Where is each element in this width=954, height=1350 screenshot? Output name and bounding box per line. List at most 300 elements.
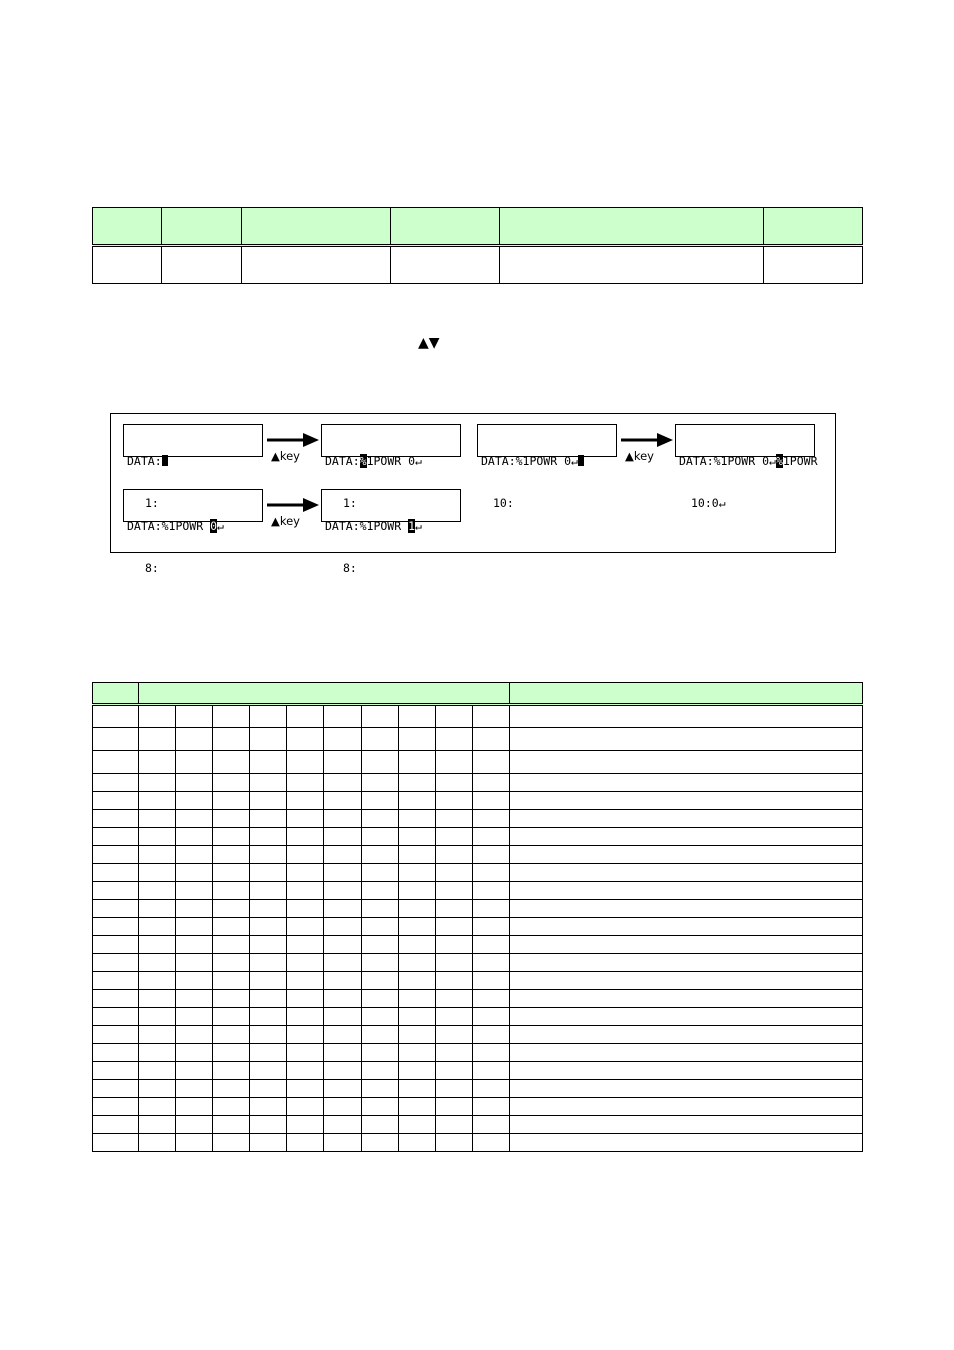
bottom-table-row	[93, 936, 863, 954]
bottom-table-cell	[93, 705, 139, 728]
bottom-table-cell	[510, 990, 863, 1008]
bottom-table-cell	[510, 1026, 863, 1044]
bottom-table-cell	[250, 828, 287, 846]
bottom-table-cell	[287, 792, 324, 810]
bottom-table-cell	[176, 1062, 213, 1080]
bottom-table-cell	[435, 1080, 472, 1098]
bottom-table-row	[93, 792, 863, 810]
bottom-table-cell	[139, 810, 176, 828]
bottom-table-cell	[139, 1116, 176, 1134]
bottom-table-cell	[139, 918, 176, 936]
bottom-table-cell	[324, 918, 361, 936]
bottom-table-cell	[510, 1098, 863, 1116]
bottom-table-cell	[176, 1044, 213, 1062]
right-arrow-icon	[267, 432, 319, 448]
bottom-table-cell	[472, 990, 509, 1008]
bottom-table-cell	[213, 990, 250, 1008]
bottom-table-cell	[361, 846, 398, 864]
bottom-table-cell	[361, 1116, 398, 1134]
bottom-table-cell	[250, 1044, 287, 1062]
bottom-table-cell	[435, 972, 472, 990]
bottom-table-cell	[139, 1080, 176, 1098]
bottom-table-cell	[139, 990, 176, 1008]
bottom-table-row	[93, 1026, 863, 1044]
lcd-cursor-char: %	[359, 454, 367, 468]
bottom-table-cell	[472, 936, 509, 954]
bottom-table-cell	[213, 864, 250, 882]
bottom-table-cell	[213, 792, 250, 810]
bottom-table-cell	[176, 1098, 213, 1116]
bottom-table-cell	[139, 900, 176, 918]
bottom-table-cell	[139, 972, 176, 990]
bottom-table-row	[93, 1062, 863, 1080]
bottom-table-cell	[324, 972, 361, 990]
bottom-table-cell	[435, 846, 472, 864]
bottom-table-cell	[324, 846, 361, 864]
bottom-table-cell	[176, 1116, 213, 1134]
bottom-table-cell	[93, 1062, 139, 1080]
bottom-table-cell	[435, 990, 472, 1008]
top-table-cell	[764, 246, 863, 284]
cursor-block-icon	[578, 455, 584, 466]
bottom-table-cell	[93, 972, 139, 990]
bottom-table-cell	[398, 936, 435, 954]
bottom-table-row	[93, 900, 863, 918]
bottom-table-row	[93, 990, 863, 1008]
right-arrow-icon	[267, 497, 319, 513]
bottom-table-cell	[398, 1098, 435, 1116]
bottom-table-cell	[510, 705, 863, 728]
bottom-table-cell	[139, 1098, 176, 1116]
top-table-header-cell	[500, 208, 764, 246]
bottom-table-cell	[472, 900, 509, 918]
bottom-table-cell	[139, 1134, 176, 1152]
bottom-table-cell	[93, 846, 139, 864]
cursor-block-icon	[162, 455, 168, 466]
bottom-table-cell	[398, 972, 435, 990]
bottom-table-cell	[139, 1026, 176, 1044]
bottom-table-cell	[510, 846, 863, 864]
bottom-table-cell	[176, 1026, 213, 1044]
bottom-table-cell	[250, 810, 287, 828]
bottom-table-cell	[324, 900, 361, 918]
bottom-table-cell	[361, 864, 398, 882]
lcd-line1-prefix: DATA:%1POWR 0↵	[679, 454, 776, 468]
bottom-table-cell	[139, 1062, 176, 1080]
bottom-table-cell	[472, 1098, 509, 1116]
bottom-table-cell	[361, 1098, 398, 1116]
bottom-table-cell	[435, 828, 472, 846]
bottom-table-cell	[435, 1026, 472, 1044]
top-table-header-cell	[242, 208, 391, 246]
bottom-table-cell	[361, 954, 398, 972]
bottom-table-cell	[361, 705, 398, 728]
bottom-table-cell	[398, 864, 435, 882]
bottom-table-row	[93, 972, 863, 990]
bottom-table-row	[93, 774, 863, 792]
bottom-table-cell	[250, 751, 287, 774]
bottom-table-cell	[398, 792, 435, 810]
bottom-table-cell	[93, 900, 139, 918]
bottom-table-cell	[176, 918, 213, 936]
bottom-table-cell	[176, 936, 213, 954]
bottom-table-cell	[139, 954, 176, 972]
bottom-table-cell	[287, 1080, 324, 1098]
bottom-table-cell	[435, 1116, 472, 1134]
bottom-table-cell	[287, 828, 324, 846]
bottom-table-cell	[435, 1008, 472, 1026]
bottom-table-cell	[324, 1062, 361, 1080]
bottom-table-cell	[287, 864, 324, 882]
bottom-table-cell	[176, 1134, 213, 1152]
bottom-table-cell	[510, 936, 863, 954]
bottom-table-cell	[472, 728, 509, 751]
bottom-table-cell	[510, 751, 863, 774]
lcd-panel	[321, 489, 461, 575]
bottom-table-cell	[510, 1080, 863, 1098]
bottom-table-cell	[93, 1080, 139, 1098]
bottom-table-cell	[398, 1080, 435, 1098]
bottom-table-header-cell	[510, 683, 863, 705]
bottom-table-cell	[472, 882, 509, 900]
bottom-table-cell	[93, 1098, 139, 1116]
bottom-table-cell	[472, 792, 509, 810]
bottom-table-cell	[287, 1008, 324, 1026]
bottom-table-cell	[287, 846, 324, 864]
bottom-table-cell	[324, 882, 361, 900]
bottom-table-cell	[287, 1134, 324, 1152]
bottom-table-cell	[398, 990, 435, 1008]
bottom-table-cell	[510, 1134, 863, 1152]
bottom-table-cell	[510, 918, 863, 936]
bottom-table-cell	[324, 705, 361, 728]
bottom-table-cell	[250, 774, 287, 792]
bottom-table-cell	[361, 810, 398, 828]
bottom-table-cell	[510, 864, 863, 882]
bottom-table-cell	[93, 954, 139, 972]
bottom-table-cell	[250, 728, 287, 751]
bottom-table-cell	[287, 972, 324, 990]
bottom-table-cell	[361, 972, 398, 990]
bottom-table-cell	[250, 1116, 287, 1134]
bottom-table-cell	[398, 1026, 435, 1044]
bottom-table-cell	[139, 1044, 176, 1062]
bottom-table-cell	[176, 954, 213, 972]
top-table-header-cell	[162, 208, 242, 246]
bottom-table-cell	[398, 774, 435, 792]
bottom-table-cell	[139, 792, 176, 810]
bottom-table-cell	[176, 846, 213, 864]
bottom-table-cell	[361, 990, 398, 1008]
bottom-table-cell	[324, 751, 361, 774]
right-arrow-icon	[621, 432, 673, 448]
up-key-label: ▲key	[625, 449, 654, 463]
bottom-table-cell	[176, 1008, 213, 1026]
bottom-table-cell	[472, 918, 509, 936]
bottom-table-cell	[139, 882, 176, 900]
bottom-table-cell	[361, 900, 398, 918]
bottom-table-cell	[176, 972, 213, 990]
bottom-table-row	[93, 1008, 863, 1026]
bottom-table-cell	[93, 810, 139, 828]
lcd-line1-suffix: ↵	[415, 519, 422, 533]
lcd-cursor-char: %	[775, 454, 783, 468]
bottom-table-cell	[250, 1062, 287, 1080]
bottom-table-cell	[176, 1080, 213, 1098]
bottom-table-cell	[361, 774, 398, 792]
lcd-panel	[675, 424, 818, 510]
bottom-table-cell	[398, 882, 435, 900]
bottom-table-cell	[213, 918, 250, 936]
bottom-table-cell	[361, 751, 398, 774]
bottom-table-cell	[510, 810, 863, 828]
bottom-table-cell	[324, 1098, 361, 1116]
bottom-table-cell	[93, 1116, 139, 1134]
bottom-table-cell	[510, 900, 863, 918]
bottom-table-row	[93, 954, 863, 972]
bottom-table-cell	[361, 1008, 398, 1026]
lcd-line1-suffix: ↵	[217, 519, 224, 533]
bottom-table-cell	[361, 918, 398, 936]
bottom-table-cell	[510, 728, 863, 751]
lcd-panel	[123, 489, 263, 575]
bottom-table-cell	[213, 1008, 250, 1026]
bottom-table-cell	[398, 810, 435, 828]
lcd-line1-prefix: DATA:	[325, 454, 360, 468]
lcd-line2: 10:	[493, 496, 514, 510]
lcd-line1-prefix: DATA:%1POWR	[127, 519, 211, 533]
bottom-table	[92, 682, 863, 1152]
bottom-table-cell	[435, 1044, 472, 1062]
lcd-cursor-char: 1	[408, 519, 416, 533]
bottom-table-cell	[472, 705, 509, 728]
bottom-table-cell	[324, 792, 361, 810]
bottom-table-cell	[324, 990, 361, 1008]
bottom-table-cell	[472, 1134, 509, 1152]
bottom-table-cell	[250, 846, 287, 864]
top-table-header-cell	[764, 208, 863, 246]
bottom-table-cell	[435, 728, 472, 751]
bottom-table-cell	[213, 1080, 250, 1098]
bottom-table-cell	[213, 728, 250, 751]
bottom-table-cell	[250, 864, 287, 882]
bottom-table-cell	[176, 990, 213, 1008]
bottom-table-cell	[213, 972, 250, 990]
bottom-table-cell	[213, 751, 250, 774]
bottom-table-cell	[176, 900, 213, 918]
bottom-table-cell	[213, 705, 250, 728]
bottom-table-row	[93, 810, 863, 828]
bottom-table-cell	[287, 774, 324, 792]
bottom-table-cell	[250, 954, 287, 972]
bottom-table-cell	[510, 1008, 863, 1026]
bottom-table-cell	[93, 774, 139, 792]
bottom-table-cell	[510, 1044, 863, 1062]
bottom-table-cell	[176, 728, 213, 751]
bottom-table-cell	[139, 864, 176, 882]
top-table-header-row	[93, 208, 863, 246]
bottom-table-cell	[287, 954, 324, 972]
bottom-table-row	[93, 705, 863, 728]
bottom-table-cell	[176, 792, 213, 810]
bottom-table-cell	[324, 954, 361, 972]
bottom-table-cell	[324, 828, 361, 846]
bottom-table-cell	[472, 1008, 509, 1026]
lcd-line1-suffix: 1POWR	[782, 454, 818, 468]
bottom-table-cell	[287, 990, 324, 1008]
bottom-table-row	[93, 1098, 863, 1116]
bottom-table-cell	[176, 705, 213, 728]
top-table-row	[93, 246, 863, 284]
bottom-table-cell	[361, 1044, 398, 1062]
top-table	[92, 207, 863, 284]
bottom-table-cell	[510, 828, 863, 846]
bottom-table-cell	[250, 1134, 287, 1152]
bottom-table-cell	[287, 882, 324, 900]
bottom-table-cell	[472, 1026, 509, 1044]
bottom-table-cell	[435, 918, 472, 936]
bottom-table-cell	[472, 828, 509, 846]
bottom-table-cell	[324, 864, 361, 882]
bottom-table-cell	[93, 1044, 139, 1062]
bottom-table-cell	[213, 828, 250, 846]
bottom-table-cell	[250, 792, 287, 810]
bottom-table-cell	[510, 1116, 863, 1134]
bottom-table-cell	[472, 1080, 509, 1098]
bottom-table-cell	[213, 1026, 250, 1044]
bottom-table-cell	[93, 751, 139, 774]
bottom-table-cell	[510, 972, 863, 990]
bottom-table-cell	[435, 864, 472, 882]
bottom-table-cell	[472, 1062, 509, 1080]
bottom-table-cell	[324, 1080, 361, 1098]
bottom-table-cell	[176, 882, 213, 900]
bottom-table-cell	[435, 900, 472, 918]
bottom-table-cell	[139, 936, 176, 954]
bottom-table-cell	[361, 792, 398, 810]
bottom-table-cell	[287, 936, 324, 954]
bottom-table-cell	[213, 1098, 250, 1116]
bottom-table-row	[93, 828, 863, 846]
bottom-table-row	[93, 1080, 863, 1098]
bottom-table-cell	[250, 1008, 287, 1026]
bottom-table-row	[93, 918, 863, 936]
lcd-line1-suffix: 1POWR 0↵	[366, 454, 422, 468]
up-key-label: ▲key	[271, 449, 300, 463]
bottom-table-cell	[472, 1044, 509, 1062]
bottom-table-cell	[324, 1008, 361, 1026]
bottom-table-cell	[398, 1008, 435, 1026]
bottom-table-cell	[472, 751, 509, 774]
bottom-table-cell	[213, 882, 250, 900]
bottom-table-cell	[213, 774, 250, 792]
bottom-table-cell	[176, 751, 213, 774]
bottom-table-cell	[250, 1026, 287, 1044]
bottom-table-cell	[398, 900, 435, 918]
bottom-table-cell	[324, 1044, 361, 1062]
bottom-table-row	[93, 882, 863, 900]
bottom-table-cell	[324, 774, 361, 792]
lcd-line2: 1:	[145, 496, 159, 510]
bottom-table-cell	[139, 846, 176, 864]
bottom-table-cell	[139, 828, 176, 846]
bottom-table-cell	[287, 751, 324, 774]
bottom-table-cell	[93, 882, 139, 900]
lcd-line2: 1:	[343, 496, 357, 510]
bottom-table-cell	[472, 954, 509, 972]
bottom-table-cell	[398, 1044, 435, 1062]
bottom-table-cell	[398, 918, 435, 936]
bottom-table-cell	[287, 900, 324, 918]
bottom-table-cell	[435, 705, 472, 728]
bottom-table-cell	[139, 728, 176, 751]
lcd-line2: 8:	[343, 561, 357, 575]
bottom-table-cell	[176, 774, 213, 792]
bottom-table-cell	[139, 1008, 176, 1026]
bottom-table-cell	[435, 1098, 472, 1116]
bottom-table-cell	[287, 1044, 324, 1062]
bottom-table-cell	[250, 972, 287, 990]
lcd-cursor-char: 0	[210, 519, 218, 533]
up-down-keys-hint: ▲▼	[418, 335, 440, 351]
bottom-table-cell	[287, 1098, 324, 1116]
bottom-table-cell	[93, 1026, 139, 1044]
bottom-table-cell	[361, 1080, 398, 1098]
bottom-table-cell	[398, 828, 435, 846]
bottom-table-cell	[250, 936, 287, 954]
bottom-table-row	[93, 751, 863, 774]
bottom-table-cell	[93, 728, 139, 751]
bottom-table-header-cell	[93, 683, 139, 705]
bottom-table-cell	[287, 728, 324, 751]
bottom-table-cell	[472, 846, 509, 864]
bottom-table-cell	[324, 1116, 361, 1134]
bottom-table-cell	[213, 1044, 250, 1062]
bottom-table-cell	[361, 882, 398, 900]
bottom-table-cell	[250, 882, 287, 900]
bottom-table-cell	[472, 864, 509, 882]
top-table-header-cell	[93, 208, 162, 246]
top-table-cell	[500, 246, 764, 284]
bottom-table-row	[93, 864, 863, 882]
bottom-table-cell	[472, 774, 509, 792]
bottom-table-cell	[213, 900, 250, 918]
lcd-panel	[123, 424, 263, 510]
bottom-table-cell	[93, 864, 139, 882]
bottom-table-cell	[398, 728, 435, 751]
bottom-table-cell	[324, 1026, 361, 1044]
bottom-table-cell	[435, 1062, 472, 1080]
bottom-table-cell	[287, 810, 324, 828]
bottom-table-cell	[435, 774, 472, 792]
bottom-table-cell	[324, 936, 361, 954]
bottom-table-cell	[398, 705, 435, 728]
bottom-table-cell	[435, 936, 472, 954]
bottom-table-cell	[324, 1134, 361, 1152]
bottom-table-cell	[287, 1062, 324, 1080]
bottom-table-cell	[398, 1116, 435, 1134]
bottom-table-cell	[324, 728, 361, 751]
lcd-example-box	[110, 413, 836, 575]
bottom-table-cell	[435, 882, 472, 900]
bottom-table-row	[93, 1116, 863, 1134]
lcd-line1: DATA:%1POWR 0↵	[481, 454, 578, 468]
bottom-table-cell	[139, 751, 176, 774]
bottom-table-cell	[510, 792, 863, 810]
bottom-table-header-cell	[139, 683, 510, 705]
bottom-table-cell	[398, 1134, 435, 1152]
bottom-table-cell	[250, 990, 287, 1008]
